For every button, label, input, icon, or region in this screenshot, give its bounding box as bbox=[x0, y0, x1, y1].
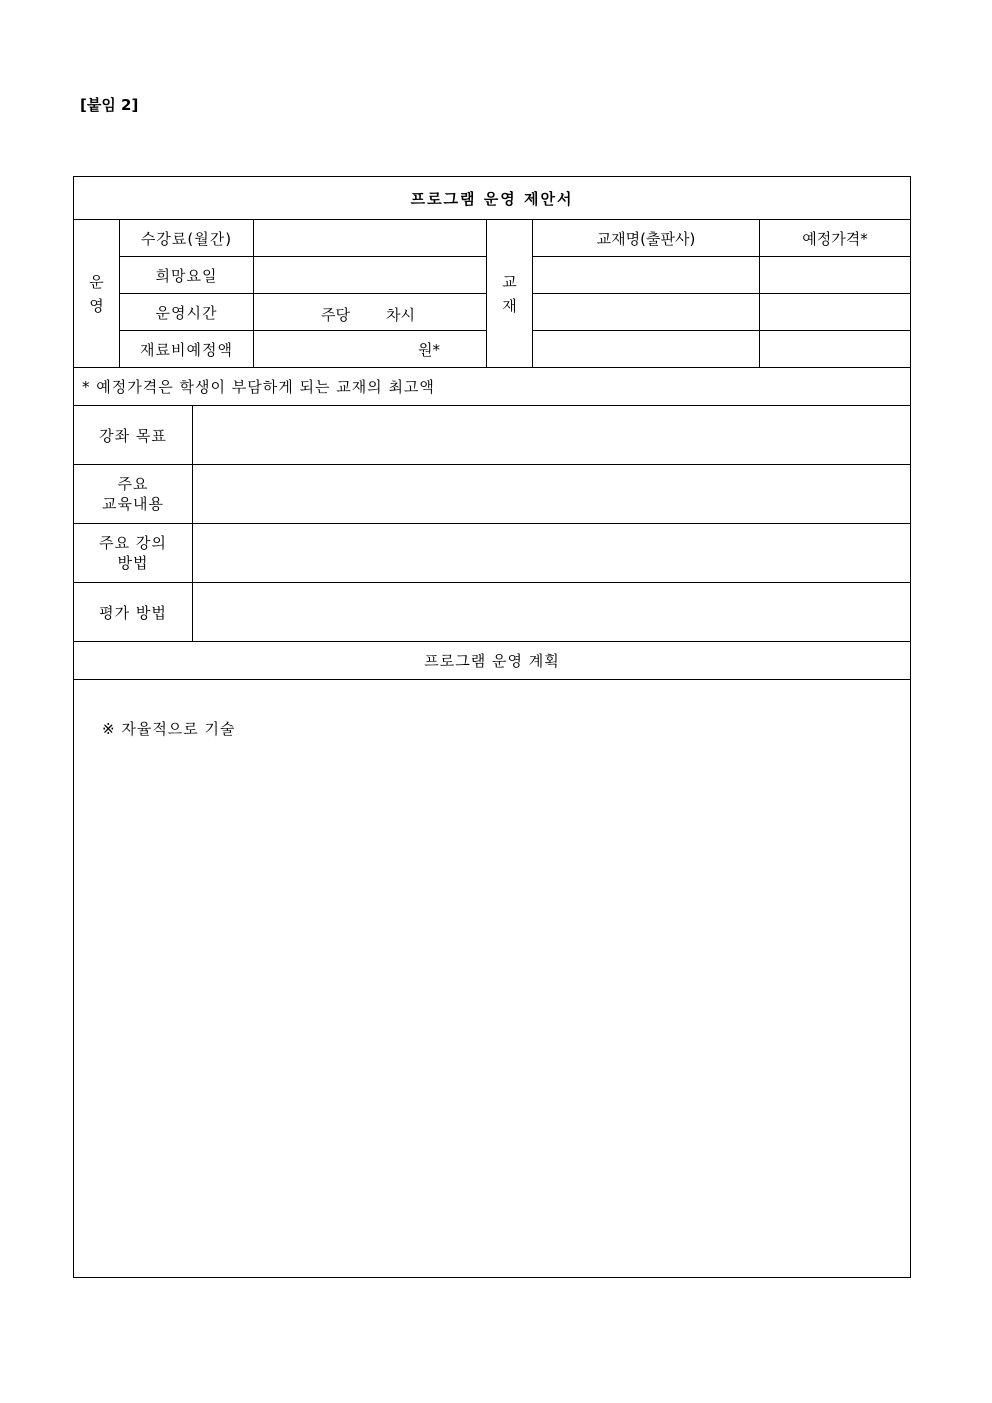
goal-label: 강좌 목표 bbox=[74, 406, 193, 465]
textbook-name-field[interactable] bbox=[533, 257, 760, 294]
time-sessions-text: 차시 bbox=[386, 306, 415, 324]
textbook-price-field[interactable] bbox=[760, 257, 911, 294]
textbook-name-field[interactable] bbox=[533, 331, 760, 368]
price-note: * 예정가격은 학생이 부담하게 되는 교재의 최고액 bbox=[74, 368, 911, 406]
operation-group-label: 운 영 bbox=[74, 220, 120, 368]
textbook-price-header: 예정가격* bbox=[760, 220, 911, 257]
time-label: 운영시간 bbox=[120, 294, 254, 331]
textbook-name-field[interactable] bbox=[533, 294, 760, 331]
plan-instruction: ※ 자율적으로 기술 bbox=[102, 720, 236, 738]
textbook-price-field[interactable] bbox=[760, 294, 911, 331]
form-title: 프로그램 운영 제안서 bbox=[74, 177, 911, 220]
time-per-week-text: 주당 bbox=[321, 306, 350, 324]
material-label: 재료비예정액 bbox=[120, 331, 254, 368]
eval-field[interactable] bbox=[193, 583, 911, 642]
day-label: 희망요일 bbox=[120, 257, 254, 294]
content-label: 주요 교육내용 bbox=[74, 465, 193, 524]
material-field[interactable] bbox=[254, 331, 487, 368]
goal-field[interactable] bbox=[193, 406, 911, 465]
textbook-price-field[interactable] bbox=[760, 331, 911, 368]
proposal-form bbox=[73, 176, 911, 1278]
method-label: 주요 강의 방법 bbox=[74, 524, 193, 583]
fee-label: 수강료(월간) bbox=[120, 220, 254, 257]
method-field[interactable] bbox=[193, 524, 911, 583]
textbook-name-header: 교재명(출판사) bbox=[533, 220, 760, 257]
fee-field[interactable] bbox=[254, 220, 487, 257]
plan-field[interactable] bbox=[74, 680, 911, 1278]
textbook-group-label: 교 재 bbox=[487, 220, 533, 368]
time-field[interactable] bbox=[254, 294, 487, 331]
material-unit: 원* bbox=[418, 340, 440, 359]
eval-label: 평가 방법 bbox=[74, 583, 193, 642]
attachment-label: [붙임 2] bbox=[80, 96, 139, 114]
content-field[interactable] bbox=[193, 465, 911, 524]
day-field[interactable] bbox=[254, 257, 487, 294]
plan-header: 프로그램 운영 계획 bbox=[74, 642, 911, 680]
